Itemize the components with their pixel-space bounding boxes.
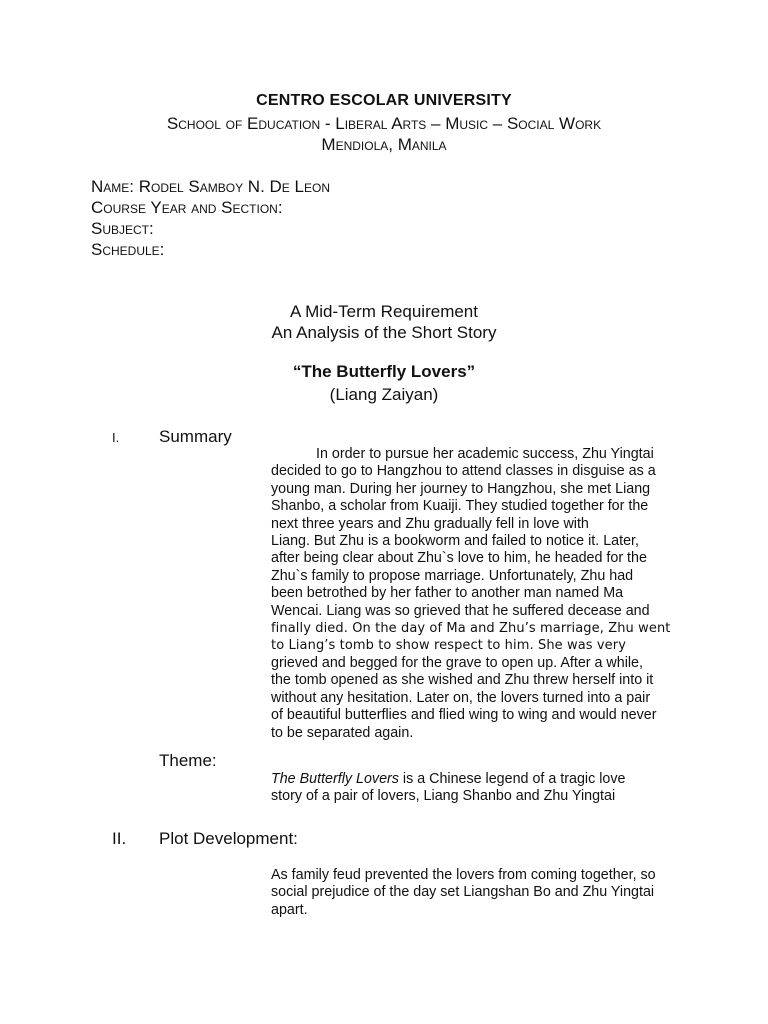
name-field: Name: Rodel Samboy N. De Leon — [91, 177, 330, 196]
theme-paragraph — [271, 771, 691, 806]
summary-line: Wencai. Liang was so grieved that he suffered decease and — [271, 602, 650, 619]
section-number: II. — [112, 829, 127, 848]
school-line: School of Education - Liberal Arts – Music – Social Work — [166, 114, 602, 133]
plot-line: apart. — [271, 901, 308, 918]
theme-line: The Butterfly Lovers is a Chinese legend of a tragic love — [271, 771, 626, 787]
summary-line: to be separated again. — [271, 724, 414, 741]
summary-line: the tomb opened as she wished and Zhu threw herself into it — [271, 672, 654, 689]
section-heading: Summary — [159, 427, 232, 446]
theme-heading: Theme: — [159, 751, 217, 770]
plot-line: social prejudice of the day set Liangshan Bo and Zhu Yingtai — [271, 884, 655, 901]
plot-paragraph — [271, 867, 691, 919]
summary-line: of beautiful butterflies and flied wing to wing and would never — [271, 707, 657, 724]
summary-line: Zhu`s family to propose marriage. Unfortunately, Zhu had — [271, 567, 634, 584]
course-field: Course Year and Section: — [91, 198, 283, 217]
summary-line: decided to go to Hangzhou to attend classes in disguise as a — [271, 463, 656, 480]
summary-line: grieved and begged for the grave to open up. After a while, — [271, 654, 643, 671]
section-number: I. — [112, 430, 120, 445]
summary-line: Liang. But Zhu is a bookworm and failed to notice it. Later, — [271, 533, 639, 550]
summary-line: young man. During her journey to Hangzhou, she met Liang — [271, 480, 651, 497]
analysis-title: An Analysis of the Short Story — [271, 323, 497, 342]
summary-paragraph — [271, 446, 691, 742]
summary-line: after being clear about Zhu`s love to him, he headed for the — [271, 550, 647, 567]
location-line: Mendiola, Manila — [321, 135, 447, 154]
subject-field: Subject: — [91, 219, 154, 238]
summary-line: In order to pursue her academic success, Zhu Yingtai — [316, 446, 654, 462]
requirement-title: A Mid-Term Requirement — [289, 302, 478, 321]
theme-italic-title: The Butterfly Lovers — [271, 771, 399, 787]
summary-line: Shanbo, a scholar from Kuaiji. They studied together for the — [271, 498, 649, 515]
schedule-field: Schedule: — [91, 240, 165, 259]
plot-line: As family feud prevented the lovers from coming together, so — [271, 867, 656, 883]
summary-line: been betrothed by her father to another man named Ma — [271, 585, 624, 602]
summary-line: next three years and Zhu gradually fell in love with — [271, 515, 589, 532]
university-name: CENTRO ESCOLAR UNIVERSITY — [256, 92, 512, 109]
summary-line: finally died. On the day of Ma and Zhu’s marriage, Zhu went — [271, 621, 671, 637]
story-author: (Liang Zaiyan) — [329, 385, 439, 404]
theme-line: story of a pair of lovers, Liang Shanbo and Zhu Yingtai — [271, 788, 616, 805]
section-heading: Plot Development: — [159, 829, 298, 848]
story-title: “The Butterfly Lovers” — [292, 362, 476, 381]
summary-line: without any hesitation. Later on, the lovers turned into a pair — [271, 689, 651, 706]
summary-line: to Liang’s tomb to show respect to him. She was very — [271, 638, 627, 654]
